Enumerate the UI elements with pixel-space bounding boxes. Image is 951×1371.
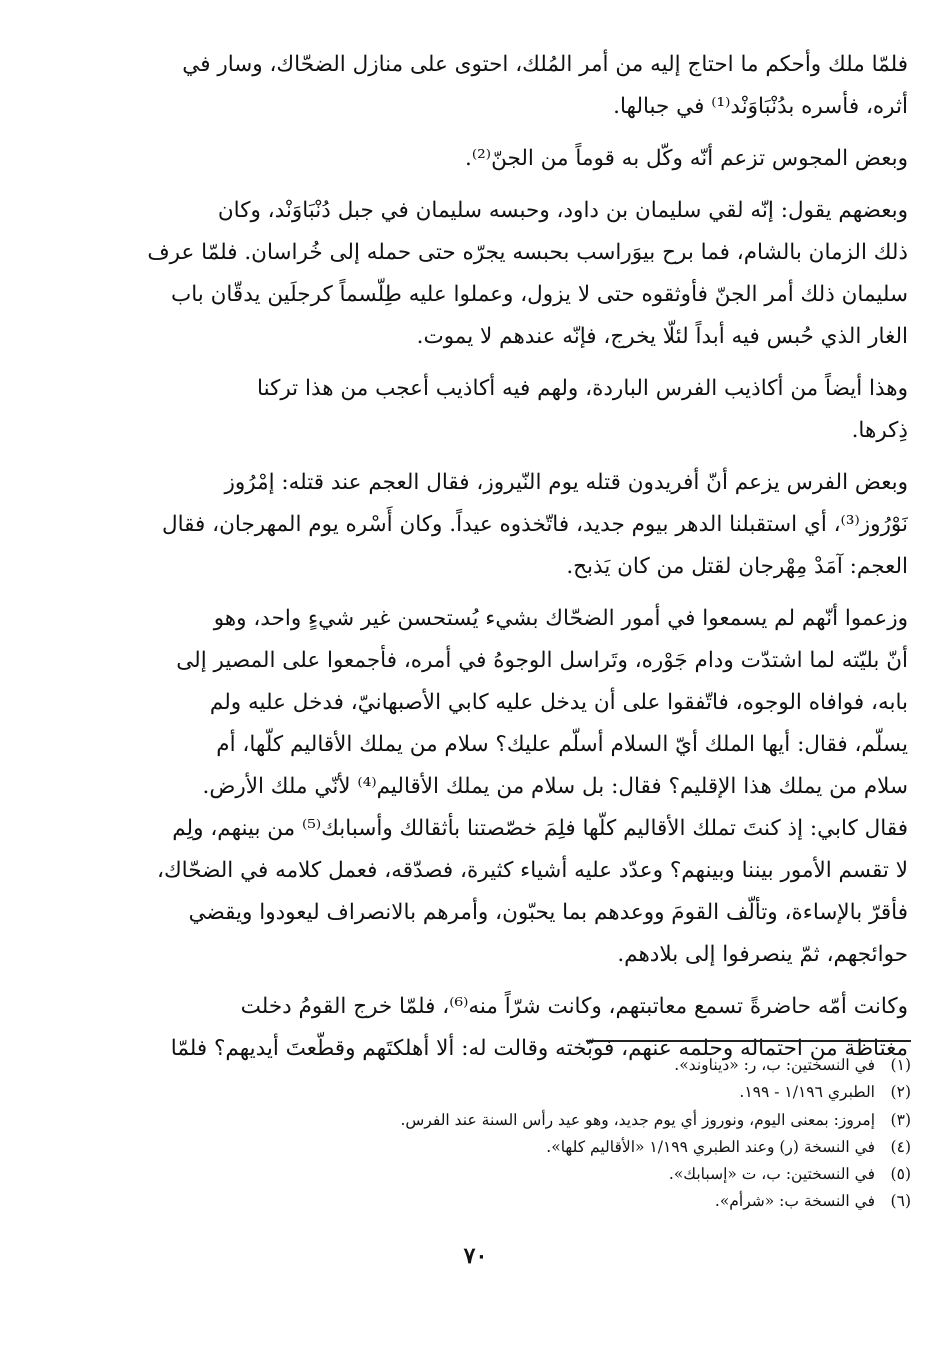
footnote-item — [43, 1107, 911, 1134]
footnote-text: في النسختين: ب، ر: «ديناوند». — [674, 1056, 875, 1074]
text-line: نَوْرُوز⁽³⁾، أي استقبلنا الدهر بيوم جديد، فاتّخذوه عيداً. وكان أَسْره يوم المهرجان، فقال — [162, 512, 908, 537]
paragraph — [40, 190, 908, 358]
text-line: الغار الذي حُبس فيه أبداً لئلّا يخرج، فإنّه عندهم لا يموت. — [416, 324, 908, 349]
text-line: أثره، فأسره بدُنْبَاوَنْد⁽¹⁾ في جبالها. — [613, 94, 908, 119]
paragraph — [40, 368, 908, 452]
paragraph — [40, 44, 908, 128]
text-line: لا تقسم الأمور بيننا وبينهم؟ وعدّد عليه أشياء كثيرة، فصدّقه، فعمل كلامه في الضحّاك، — [157, 858, 908, 883]
page-body — [40, 44, 908, 1080]
footnotes — [43, 1052, 911, 1216]
text-line: العجم: آمَدْ مِهْرجان لقتل من كان يَذبح. — [566, 554, 908, 579]
page-number: ٧٠ — [463, 1243, 488, 1269]
paragraph — [40, 598, 908, 976]
footnote-number: (٦) — [890, 1192, 911, 1211]
text-line: مغتاظة من احتماله وحلمه عنهم، فوبّخته وقالت له: ألا أهلكتَهم وقطّعتَ أيديهم؟ فلمّا — [170, 1036, 908, 1061]
text-line: ذِكرها. — [851, 418, 908, 443]
footnote-text: في النسخة (ر) وعند الطبري ١/١٩٩ «الأقاليم كلها». — [546, 1137, 875, 1156]
text-line: أنّ بليّته لما اشتدّت ودام جَوْره، وتَراسل الوجوهُ في أمره، فأجمعوا على المصير إلى — [176, 648, 908, 673]
footnote-number: (٤) — [890, 1137, 911, 1156]
text-line: يسلّم، فقال: أيها الملك أيّ السلام أسلّم عليك؟ سلام من يملك الأقاليم كلّها، أم — [216, 732, 908, 757]
footnote-item — [43, 1134, 911, 1161]
text-line: وزعموا أنّهم لم يسمعوا في أمور الضحّاك بشيء يُستحسن غير شيءٍ واحد، وهو — [213, 606, 908, 631]
footnote-text: في النسخة ب: «شرأم». — [714, 1192, 875, 1211]
footnote-number: (٥) — [890, 1165, 911, 1184]
footnote-text: في النسختين: ب، ت «إسبابك». — [668, 1165, 875, 1184]
text-line: وكانت أمّه حاضرةً تسمع معاتبتهم، وكانت شرّاً منه⁽⁶⁾، فلمّا خرج القومُ دخلت — [240, 994, 908, 1019]
paragraph — [40, 462, 908, 588]
text-line: فقال كابي: إذ كنتَ تملك الأقاليم كلّها فلِمَ خصّصتنا بأثقالك وأسبابك⁽⁵⁾ من بينهم، ولِم — [172, 816, 908, 841]
text-line: حوائجهم، ثمّ ينصرفوا إلى بلادهم. — [617, 942, 908, 967]
footnote-item — [43, 1052, 911, 1079]
text-line: وبعض المجوس تزعم أنّه وكّل به قوماً من الجنّ⁽²⁾. — [465, 146, 908, 171]
footnote-item — [43, 1079, 911, 1106]
footnote-item — [43, 1188, 911, 1215]
footnote-text: الطبري ١/١٩٦ - ١٩٩. — [739, 1083, 875, 1102]
text-line: وبعضهم يقول: إنّه لقي سليمان بن داود، وحبسه سليمان في جبل دُنْبَاوَنْد، وكان — [217, 198, 908, 223]
text-line: سليمان ذلك أمر الجنّ فأوثقوه حتى لا يزول، وعملوا عليه طِلّسماً كرجلَين يدقّان باب — [170, 282, 908, 307]
text-line: بابه، فوافاه الوجوه، فاتّفقوا على أن يدخل عليه كابي الأصبهانيّ، فدخل عليه ولم — [209, 690, 908, 715]
footnote-item — [43, 1161, 911, 1188]
text-line: وبعض الفرس يزعم أنّ أفريدون قتله يوم النّيروز، فقال العجم عند قتله: إمْرُوز — [224, 470, 908, 495]
text-line: ذلك الزمان بالشام، فما برح بيوَراسب بحبسه يجرّه حتى حمله إلى خُراسان. فلمّا عرف — [147, 240, 908, 265]
paragraph — [40, 138, 908, 180]
footnote-divider — [586, 1040, 911, 1042]
text-line: فأقرّ بالإساءة، وتألّف القومَ ووعدهم بما يحبّون، وأمرهم بالانصراف ليعودوا ويقضي — [188, 900, 908, 925]
footnote-number: (١) — [890, 1056, 911, 1074]
text-line: سلام من يملك هذا الإقليم؟ فقال: بل سلام من يملك الأقاليم⁽⁴⁾ لأنّي ملك الأرض. — [202, 774, 908, 799]
text-line: وهذا أيضاً من أكاذيب الفرس الباردة، ولهم فيه أكاذيب أعجب من هذا تركنا — [257, 376, 908, 401]
text-line: فلمّا ملك وأحكم ما احتاج إليه من أمر المُلك، احتوى على منازل الضحّاك، وسار في — [182, 52, 908, 77]
footnote-number: (٣) — [890, 1110, 911, 1129]
footnote-number: (٢) — [890, 1083, 911, 1102]
footnote-text: إمروز: بمعنى اليوم، ونوروز أي يوم جديد، وهو عيد رأس السنة عند الفرس. — [400, 1110, 875, 1129]
